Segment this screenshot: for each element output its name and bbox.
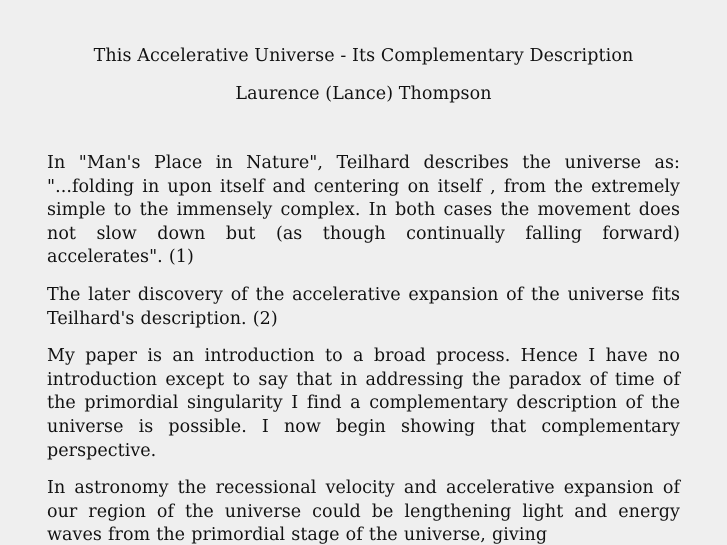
document-title: This Accelerative Universe - Its Complementary Description <box>93 46 634 66</box>
document-body <box>47 152 680 545</box>
document-author: Laurence (Lance) Thompson <box>235 84 492 104</box>
paragraph: My paper is an introduction to a broad process. Hence I have no introduction except to say that in addressing the paradox of time of the primordial singularity I find a complementary description of the universe is possible. I now begin showing that complementary perspective. <box>47 346 680 461</box>
paragraph: The later discovery of the accelerative expansion of the universe fits Teilhard's description. (2) <box>47 284 680 329</box>
paragraph: In astronomy the recessional velocity and accelerative expansion of our region of the universe could be lengthening light and energy waves from the primordial stage of the universe, giving <box>47 478 680 545</box>
paragraph: In "Man's Place in Nature", Teilhard describes the universe as: "...folding in upon itself and centering on itself , from the extremely simple to the immensely complex. In both cases the movement does not slow down but (as though continually falling forward) accelerates". (1) <box>47 153 680 268</box>
